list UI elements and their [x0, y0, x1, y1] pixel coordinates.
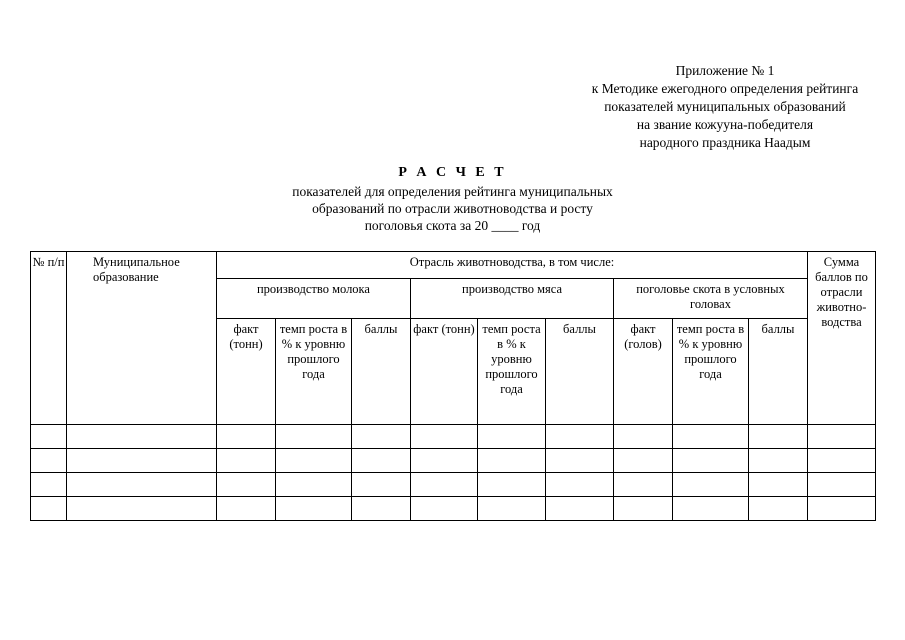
table-cell [478, 425, 546, 449]
table-cell [673, 497, 749, 521]
title-line: показателей для определения рейтинга муниципальных [292, 184, 613, 199]
table-cell [614, 473, 673, 497]
table-cell [276, 497, 352, 521]
table-row [31, 425, 876, 449]
header-group-livestock: поголовье скота в условных головах [614, 279, 808, 319]
table-cell [749, 497, 808, 521]
table-row [31, 449, 876, 473]
header-group-meat: производство мяса [411, 279, 614, 319]
table-cell [67, 497, 217, 521]
header-fact: факт (тонн) [411, 319, 478, 425]
table-cell [673, 473, 749, 497]
appendix-block [560, 62, 890, 152]
header-sum: Сумма баллов по отрасли животно-водства [808, 252, 876, 425]
header-points: баллы [546, 319, 614, 425]
title-line: образований по отрасли животноводства и росту [312, 201, 593, 216]
table-cell [808, 449, 876, 473]
appendix-line: к Методике ежегодного определения рейтинга [591, 81, 859, 96]
table-cell [352, 449, 411, 473]
header-growth: темп роста в % к уровню прошлого года [276, 319, 352, 425]
header-municipality: Муниципальное образование [67, 252, 217, 425]
document-title [240, 163, 665, 234]
appendix-line: на звание кожууна-победителя [636, 117, 814, 132]
header-points: баллы [749, 319, 808, 425]
table-cell [546, 473, 614, 497]
table-cell [749, 449, 808, 473]
header-points: баллы [352, 319, 411, 425]
table-cell [67, 425, 217, 449]
table-cell [217, 473, 276, 497]
appendix-line: показателей муниципальных образований [604, 99, 846, 114]
table-cell [478, 497, 546, 521]
table-cell [808, 425, 876, 449]
table-cell [411, 497, 478, 521]
table-cell [411, 473, 478, 497]
appendix-line: народного праздника Наадым [639, 135, 811, 150]
table-cell [276, 473, 352, 497]
table-row [31, 497, 876, 521]
table-cell [614, 497, 673, 521]
table-cell [31, 449, 67, 473]
table-cell [614, 449, 673, 473]
table-cell [673, 449, 749, 473]
table-cell [67, 473, 217, 497]
table-cell [31, 473, 67, 497]
rating-table [30, 251, 876, 521]
appendix-line: Приложение № 1 [675, 63, 775, 78]
header-group-milk: производство молока [217, 279, 411, 319]
table-cell [673, 425, 749, 449]
header-growth: темп роста в % к уровню прошлого года [478, 319, 546, 425]
title-line: поголовья скота за 20 ____ год [364, 218, 541, 233]
table-cell [808, 473, 876, 497]
table-cell [808, 497, 876, 521]
table-cell [276, 449, 352, 473]
table-cell [31, 425, 67, 449]
table-cell [478, 449, 546, 473]
table-cell [411, 449, 478, 473]
header-growth: темп роста в % к уровню прошлого года [673, 319, 749, 425]
table-cell [217, 497, 276, 521]
header-branch: Отрасль животноводства, в том числе: [217, 252, 808, 279]
table-cell [352, 497, 411, 521]
table-cell [546, 425, 614, 449]
table-cell [749, 425, 808, 449]
table-cell [217, 425, 276, 449]
table-cell [352, 425, 411, 449]
table-cell [352, 473, 411, 497]
table-cell [67, 449, 217, 473]
table-row [31, 473, 876, 497]
table-body [31, 425, 876, 521]
table-cell [546, 497, 614, 521]
header-fact: факт (тонн) [217, 319, 276, 425]
header-fact: факт (голов) [614, 319, 673, 425]
table-cell [31, 497, 67, 521]
header-num: № п/п [31, 252, 67, 425]
table-cell [411, 425, 478, 449]
table-cell [614, 425, 673, 449]
table-cell [217, 449, 276, 473]
table-cell [749, 473, 808, 497]
table-cell [276, 425, 352, 449]
table-cell [546, 449, 614, 473]
table-cell [478, 473, 546, 497]
title-heading: Р А С Ч Е Т [398, 165, 507, 180]
